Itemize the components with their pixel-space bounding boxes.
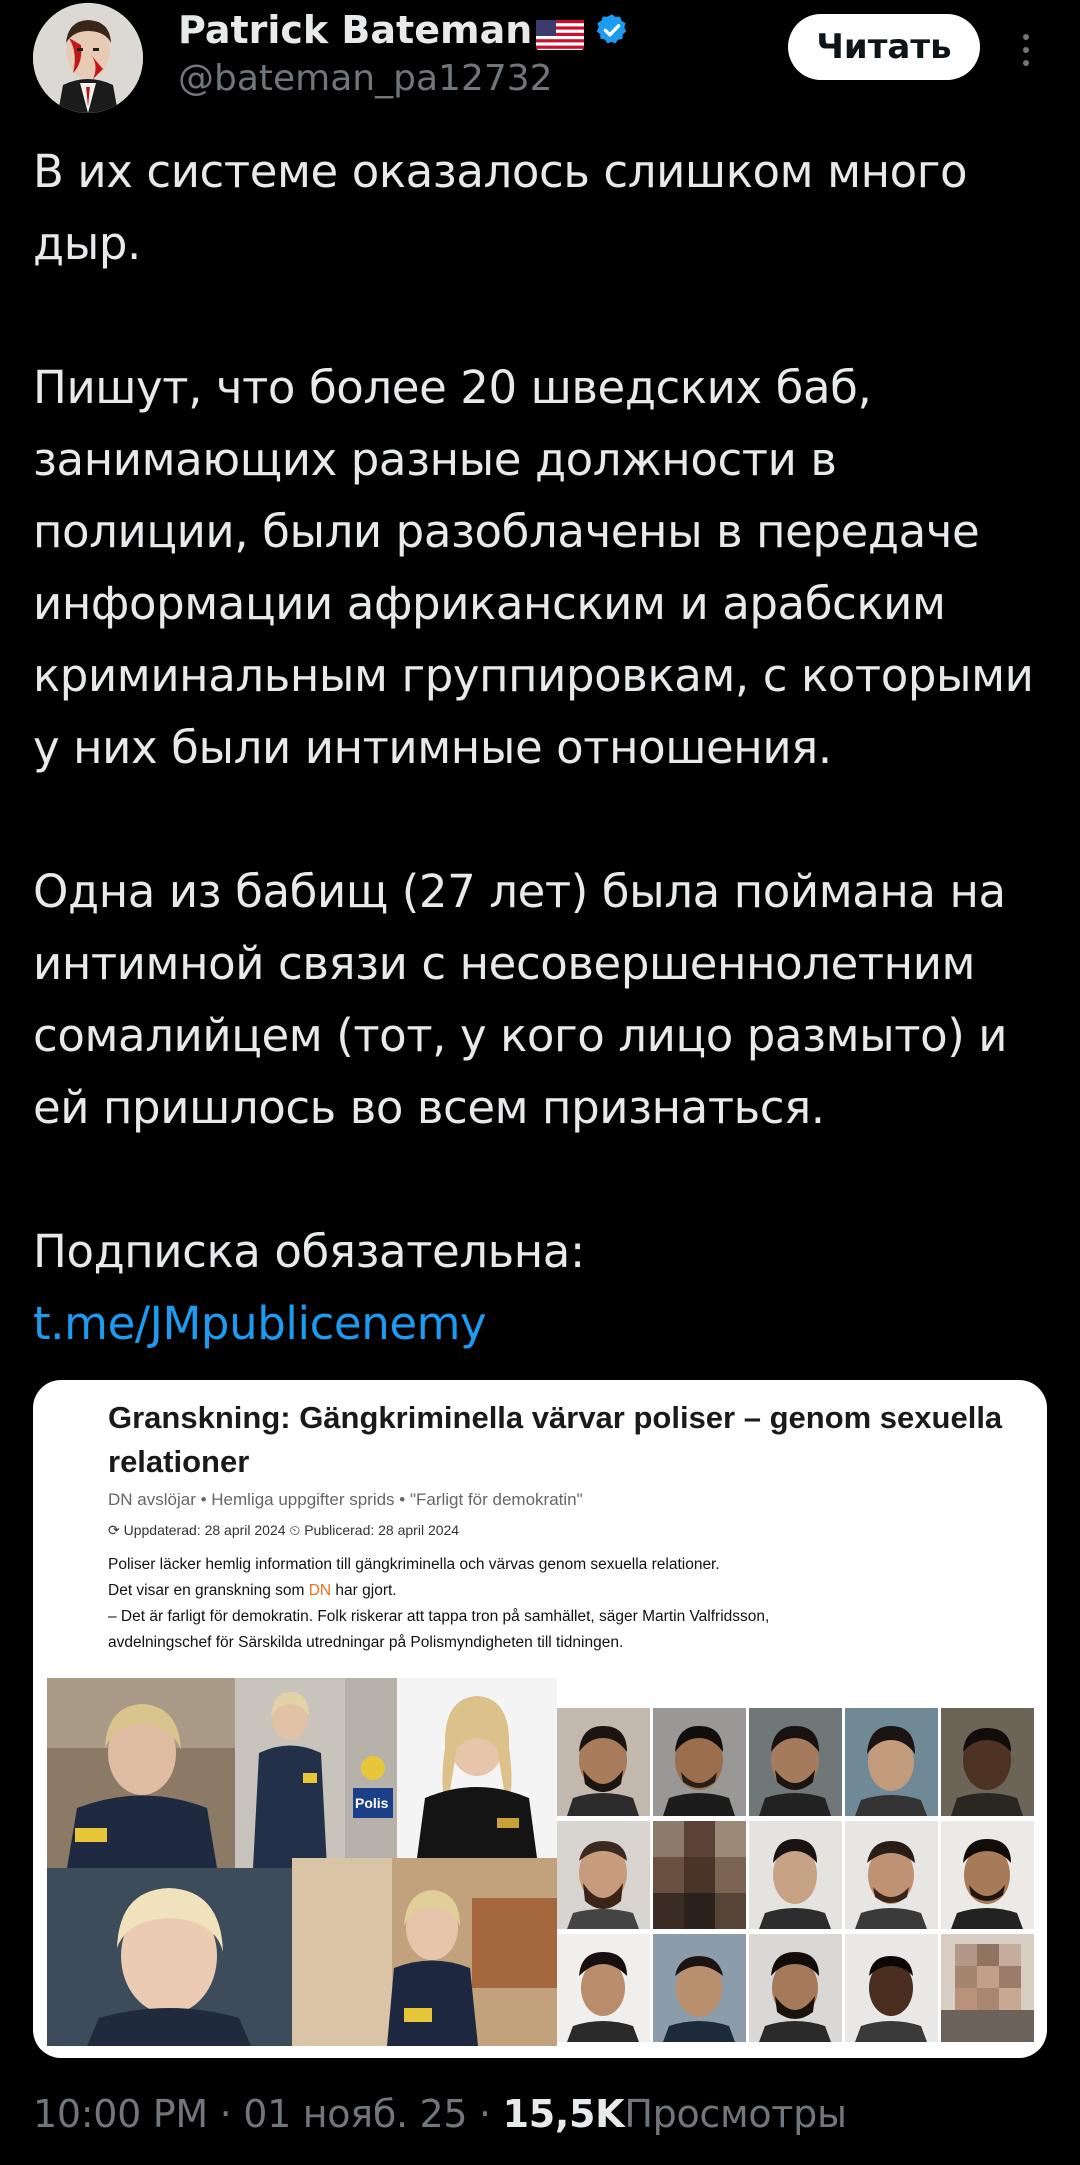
avatar[interactable] xyxy=(33,3,143,113)
suspect-photo xyxy=(941,1821,1034,1929)
officer-photo xyxy=(47,1868,292,2046)
more-vertical-icon[interactable] xyxy=(1008,20,1044,80)
tweet-date[interactable]: 01 нояб. 25 xyxy=(243,2092,468,2136)
us-flag-icon xyxy=(536,15,584,45)
tweet-header xyxy=(0,0,1080,150)
article-line-2: Det visar en granskning som DN har gjort. xyxy=(108,1582,397,1599)
article-tags: DN avslöjar • Hemliga uppgifter sprids • "Farligt för demokratin" xyxy=(108,1490,583,1509)
officer-photo xyxy=(235,1678,345,1868)
article-title: Granskning: Gängkriminella värvar poliser – genom sexuella relationer xyxy=(108,1400,1003,1479)
suspect-photo xyxy=(557,1821,650,1929)
suspect-photo-grid xyxy=(557,1708,1033,2042)
suspect-photo xyxy=(845,1708,938,1816)
attached-image[interactable] xyxy=(33,1380,1047,2058)
tweet-paragraph-1: В их системе оказалось слишком много дыр. xyxy=(33,145,968,270)
meta-separator: · xyxy=(207,2092,244,2136)
suspect-photo xyxy=(653,1708,746,1816)
tweet-paragraph-4 xyxy=(33,1216,1043,1360)
user-name-text[interactable]: Patrick Bateman xyxy=(178,8,533,52)
views-label: Просмотры xyxy=(624,2092,847,2136)
article-line-4: avdelningschef för Särskilda utredningar på Polismyndigheten till tidningen. xyxy=(108,1634,624,1651)
suspect-photo xyxy=(941,1708,1034,1816)
officer-photo xyxy=(397,1678,557,1858)
verified-badge-icon xyxy=(594,12,630,48)
suspect-photo xyxy=(749,1934,842,2042)
suspect-photo xyxy=(845,1934,938,2042)
meta-separator: · xyxy=(467,2092,503,2136)
user-name[interactable] xyxy=(178,8,630,52)
tweet-paragraph-2: Пишут, что более 20 шведских баб, занимающих разные должности в полиции, были разоблачены в передаче информации африканским и арабским криминальным группировкам, с которыми у них были интимные отношения. xyxy=(33,361,1034,774)
telegram-link[interactable]: t.me/JMpublicenemy xyxy=(33,1297,487,1350)
follow-button[interactable]: Читать xyxy=(788,14,980,80)
subscribe-prefix: Подписка обязательна: xyxy=(33,1225,585,1278)
tweet-text xyxy=(33,136,1043,1360)
tweet-time[interactable]: 10:00 PM xyxy=(33,2092,208,2136)
suspect-photo xyxy=(557,1708,650,1816)
suspect-photo xyxy=(749,1821,842,1929)
photo-collage xyxy=(47,1678,1033,2046)
police-sign-text: Polis xyxy=(355,1795,389,1811)
officer-photo xyxy=(292,1858,557,2046)
article-line-1: Poliser läcker hemlig information till gängkriminella och värvas genom sexuella relationer. xyxy=(108,1556,720,1573)
suspect-photo xyxy=(557,1934,650,2042)
officer-photo xyxy=(47,1678,235,1868)
blurred-suspect-photo xyxy=(941,1934,1034,2042)
user-handle[interactable]: @bateman_pa12732 xyxy=(178,58,553,99)
suspect-photo xyxy=(749,1708,842,1816)
article-dates: ⟳ Uppdaterad: 28 april 2024 ⏲ Publicerad: 28 april 2024 xyxy=(108,1522,460,1538)
tweet-meta xyxy=(33,2092,847,2136)
suspect-photo xyxy=(845,1821,938,1929)
blurred-suspect-photo xyxy=(653,1821,746,1929)
police-sign-photo xyxy=(345,1678,397,1868)
article-line-3: – Det är farligt för demokratin. Folk riskerar att tappa tron på samhället, säger Martin Valfridsson, xyxy=(108,1608,770,1625)
suspect-photo xyxy=(653,1934,746,2042)
views-count: 15,5K xyxy=(502,2092,625,2136)
tweet-paragraph-3: Одна из бабищ (27 лет) была поймана на интимной связи с несовершеннолетним сомалийцем (тот, у кого лицо размыто) и ей пришлось во всем признаться. xyxy=(33,865,1008,1134)
article-body xyxy=(108,1552,968,1656)
dn-link-text: DN xyxy=(308,1582,332,1599)
